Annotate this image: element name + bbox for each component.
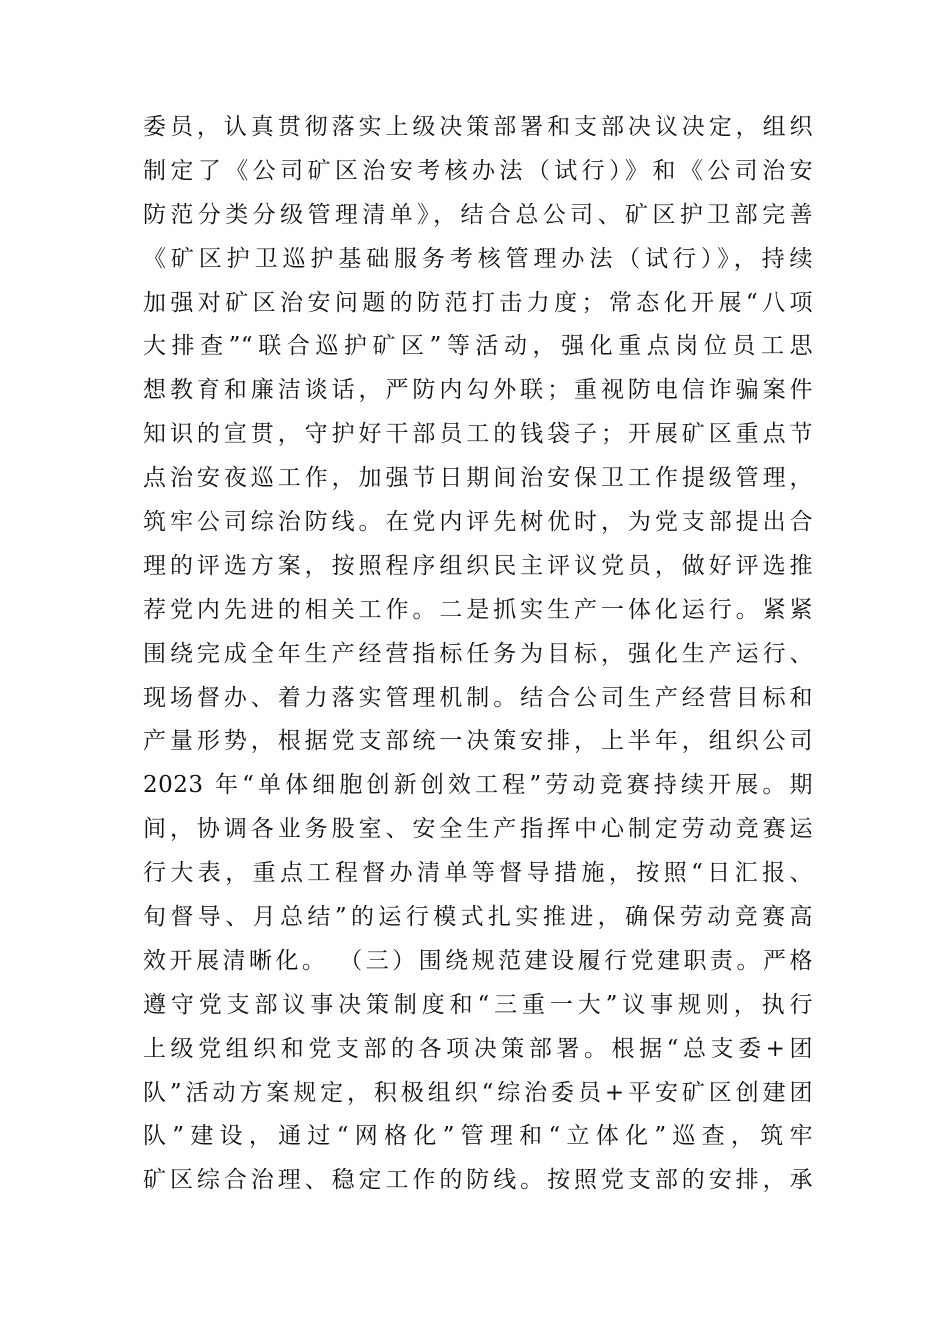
text-line-18: 行大表，重点工程督办清单等督导措施，按照“日汇报、 <box>143 860 813 887</box>
text-line-23: 队”活动方案规定，积极组织“综治委员+平安矿区创建团 <box>143 1079 813 1106</box>
text-line-16: 2023 年“单体细胞创新创效工程”劳动竞赛持续开展。期 <box>143 772 813 799</box>
text-line-15: 产量形势，根据党支部统一决策安排，上半年，组织公司 <box>143 728 813 755</box>
text-line-7: 想教育和廉洁谈话，严防内勾外联；重视防电信诈骗案件 <box>143 377 813 404</box>
text-line-22: 上级党组织和党支部的各项决策部署。根据“总支委+团 <box>143 1035 813 1062</box>
text-line-20: 效开展清晰化。 （三）围绕规范建设履行党建职责。严格 <box>143 947 813 974</box>
text-line-25: 矿区综合治理、稳定工作的防线。按照党支部的安排，承 <box>143 1167 813 1194</box>
text-line-8: 知识的宣贯，守护好干部员工的钱袋子；开展矿区重点节 <box>143 421 813 448</box>
text-line-1: 委员，认真贯彻落实上级决策部署和支部决议决定，组织 <box>143 114 813 140</box>
text-line-5: 加强对矿区治安问题的防范打击力度；常态化开展“八项 <box>143 289 813 316</box>
text-line-12: 荐党内先进的相关工作。二是抓实生产一体化运行。紧紧 <box>143 596 813 623</box>
text-line-9: 点治安夜巡工作，加强节日期间治安保卫工作提级管理， <box>143 465 813 492</box>
text-line-4: 《矿区护卫巡护基础服务考核管理办法（试行）》，持续 <box>143 245 813 272</box>
body-text <box>143 106 813 1203</box>
text-line-13: 围绕完成全年生产经营指标任务为目标，强化生产运行、 <box>143 640 813 667</box>
text-line-19: 旬督导、月总结”的运行模式扎实推进，确保劳动竞赛高 <box>143 904 813 931</box>
text-line-6: 大排查”“联合巡护矿区”等活动，强化重点岗位员工思 <box>143 333 813 360</box>
text-line-14: 现场督办、着力落实管理机制。结合公司生产经营目标和 <box>143 684 813 711</box>
text-line-17: 间，协调各业务股室、安全生产指挥中心制定劳动竞赛运 <box>143 816 813 843</box>
text-line-21: 遵守党支部议事决策制度和“三重一大”议事规则，执行 <box>143 991 813 1018</box>
text-line-10: 筑牢公司综治防线。在党内评先树优时，为党支部提出合 <box>143 509 813 536</box>
text-line-24: 队”建设，通过“网格化”管理和“立体化”巡查，筑牢 <box>143 1123 813 1150</box>
text-line-2: 制定了《公司矿区治安考核办法（试行）》和《公司治安 <box>143 157 813 184</box>
text-line-11: 理的评选方案，按照程序组织民主评议党员，做好评选推 <box>143 552 813 579</box>
text-line-3: 防范分类分级管理清单》，结合总公司、矿区护卫部完善 <box>143 201 813 228</box>
